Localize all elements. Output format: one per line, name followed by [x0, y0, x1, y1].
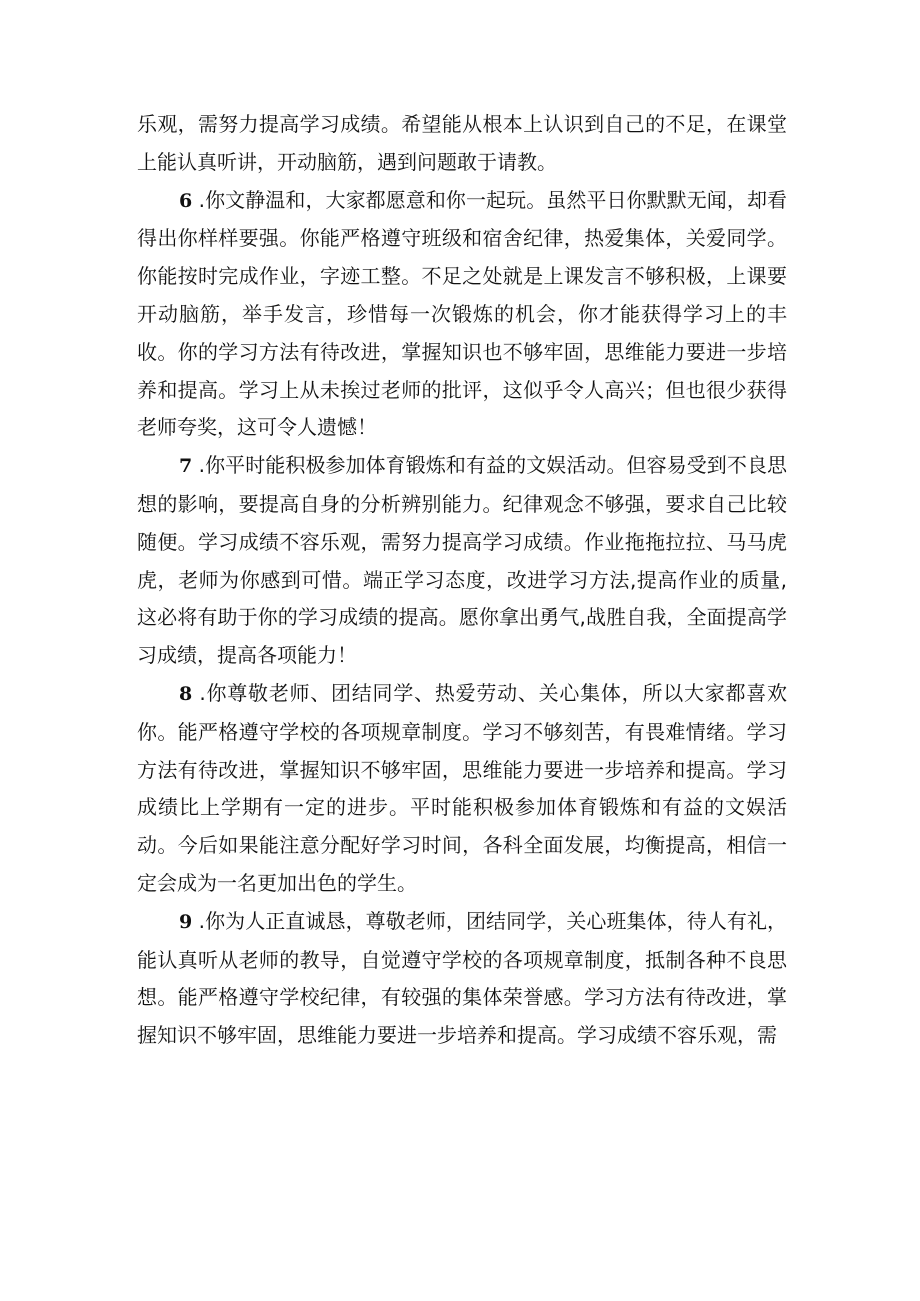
paragraph-text: .你平时能积极参加体育锻炼和有益的文娱活动。但容易受到不良思想的影响，要提高自身的分析辨别能力。纪律观念不够强，要求自己比较随便。学习成绩不容乐观，需努力提高学习成绩。作业拖拖拉拉、马马虎虎，老师为你感到可惜。端正学习态度，改进学习方法,提高作业的质量,这必将有助于你的学习成绩的提高。愿你拿出勇气,战胜自我，全面提高学习成绩，提高各项能力！ — [137, 453, 788, 668]
paragraph-item-8 — [137, 675, 787, 903]
paragraph-text: 乐观，需努力提高学习成绩。希望能从根本上认识到自己的不足，在课堂上能认真听讲，开动脑筋，遇到问题敢于请教。 — [137, 112, 787, 174]
paragraph-number: 9 — [179, 910, 193, 933]
paragraph-text: .你文静温和，大家都愿意和你一起玩。虽然平日你默默无闻，却看得出你样样要强。你能严格遵守班级和宿舍纪律，热爱集体，关爱同学。你能按时完成作业，字迹工整。不足之处就是上课发言不够积极，上课要开动脑筋，举手发言，珍惜每一次锻炼的机会，你才能获得学习上的丰收。你的学习方法有待改进，掌握知识也不够牢固，思维能力要进一步培养和提高。学习上从未挨过老师的批评，这似乎令人高兴；但也很少获得老师夸奖，这可令人遗憾！ — [137, 187, 788, 440]
paragraph-item-9 — [137, 903, 787, 1055]
paragraph-text: .你为人正直诚恳，尊敬老师，团结同学，关心班集体，待人有礼，能认真听从老师的教导，自觉遵守学校的各项规章制度，抵制各种不良思想。能严格遵守学校纪律，有较强的集体荣誉感。学习方法有待改进，掌握知识不够牢固，思维能力要进一步培养和提高。学习成绩不容乐观，需 — [137, 908, 788, 1048]
paragraph-continuation — [137, 106, 787, 182]
paragraph-number: 8 — [179, 682, 193, 705]
paragraph-text: .你尊敬老师、团结同学、热爱劳动、关心集体，所以大家都喜欢你。能严格遵守学校的各项规章制度。学习不够刻苦，有畏难情绪。学习方法有待改进，掌握知识不够牢固，思维能力要进一步培养和提高。学习成绩比上学期有一定的进步。平时能积极参加体育锻炼和有益的文娱活动。今后如果能注意分配好学习时间，各科全面发展，均衡提高，相信一定会成为一名更加出色的学生。 — [137, 680, 788, 895]
document-body — [137, 106, 787, 1055]
paragraph-number: 7 — [179, 455, 193, 478]
paragraph-item-7 — [137, 447, 787, 675]
paragraph-number: 6 — [179, 189, 193, 212]
paragraph-item-6 — [137, 182, 787, 448]
